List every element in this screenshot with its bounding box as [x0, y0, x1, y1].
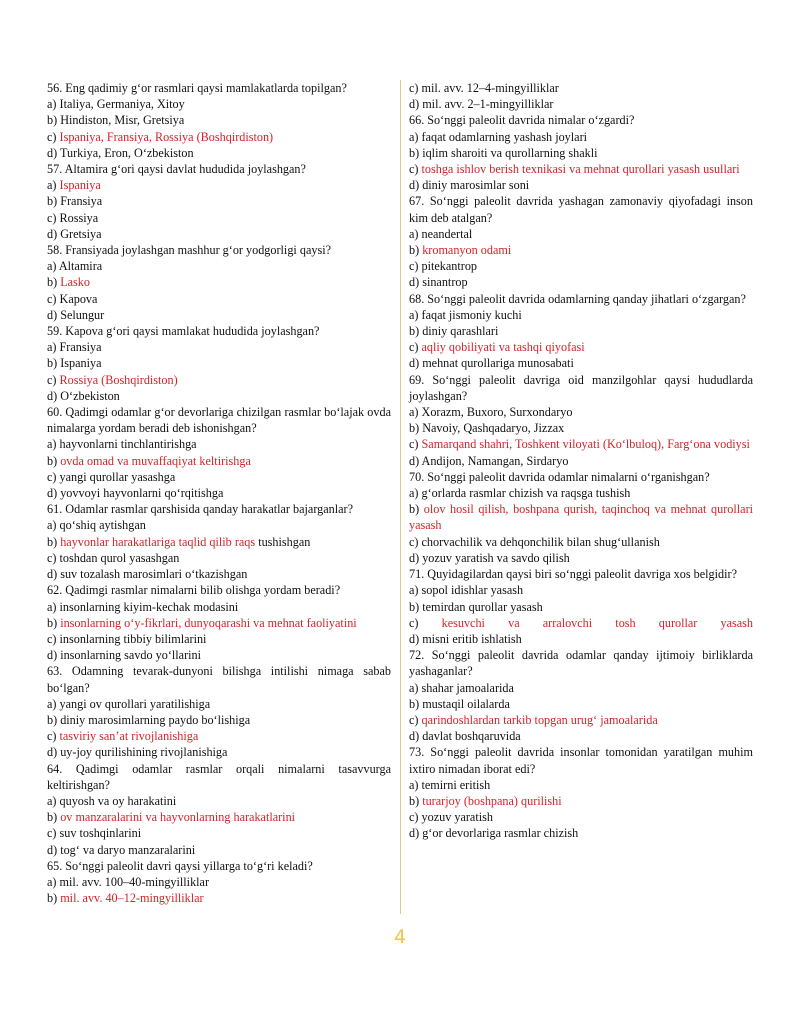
option-text-suffix: tushishgan: [255, 534, 311, 549]
option-text: suv tozalash marosimlari o‘tkazishgan: [60, 567, 248, 582]
question-text: 65. So‘nggi paleolit davri qaysi yillarga to‘g‘ri keladi?: [47, 858, 313, 873]
question-text: 67. So‘nggi paleolit davrida yashagan zamonaviy qiyofadagi inson kim deb atalgan?: [409, 194, 753, 225]
answer-option: [409, 323, 753, 339]
option-letter: c): [409, 615, 442, 630]
left-column: [47, 80, 391, 906]
option-text: diniy marosimlar soni: [422, 178, 530, 193]
option-text: shahar jamoalarida: [421, 680, 514, 695]
answer-option: [47, 388, 391, 404]
option-letter: b): [409, 502, 424, 517]
answer-option: [47, 96, 391, 112]
option-letter: c): [47, 291, 60, 306]
answer-option: [409, 177, 753, 193]
question-block: [47, 582, 391, 663]
question-block: [47, 242, 391, 323]
option-text: qarindoshlardan tarkib topgan urug‘ jamoalarida: [421, 712, 658, 727]
option-letter: b): [409, 324, 423, 339]
question-text: 59. Kapova g‘ori qaysi mamlakat hududida joylashgan?: [47, 324, 320, 339]
option-letter: a): [47, 259, 59, 274]
option-letter: b): [47, 810, 61, 825]
option-letter: c): [47, 372, 60, 387]
option-text: Altamira: [58, 259, 103, 274]
answer-option-correct: [47, 372, 391, 388]
answer-option: [47, 307, 391, 323]
answer-option: [409, 696, 753, 712]
question-block: [409, 291, 753, 372]
option-text: Selungur: [60, 307, 105, 322]
answer-option-correct: [409, 436, 753, 452]
answer-option: [409, 274, 753, 290]
option-letter: b): [409, 793, 423, 808]
option-text: tasviriy san’at rivojlanishiga: [59, 729, 199, 744]
answer-option: [409, 420, 753, 436]
answer-option-correct: [47, 129, 391, 145]
answer-option: [409, 825, 753, 841]
answer-option-correct: [47, 177, 391, 193]
option-text: mil. avv. 100–40-mingyilliklar: [59, 874, 210, 889]
answer-option: [47, 647, 391, 663]
option-text: insonlarning savdo yo‘llarini: [60, 648, 202, 663]
answer-option-correct: [409, 501, 753, 533]
option-letter: d): [47, 648, 61, 663]
option-text: iqlim sharoiti va qurollarning shakli: [422, 145, 598, 160]
answer-option: [409, 145, 753, 161]
question-block: [409, 193, 753, 290]
option-text: Navoiy, Qashqadaryo, Jizzax: [422, 421, 565, 436]
option-letter: c): [409, 81, 422, 95]
option-text: mil. avv. 2–1-mingyilliklar: [422, 97, 554, 112]
option-text: aqliy qobiliyati va tashqi qiyofasi: [421, 340, 585, 355]
answer-option: [409, 226, 753, 242]
option-letter: b): [47, 275, 61, 290]
option-letter: a): [409, 583, 422, 598]
answer-option: [47, 793, 391, 809]
option-letter: d): [409, 97, 423, 112]
option-letter: c): [47, 129, 60, 144]
option-letter: b): [409, 421, 423, 436]
option-letter: c): [47, 826, 60, 841]
answer-option: [409, 258, 753, 274]
option-letter: d): [47, 226, 61, 241]
question-text: 66. So‘nggi paleolit davrida nimalar o‘zgardi?: [409, 113, 635, 128]
option-text: O‘zbekiston: [60, 388, 120, 403]
option-letter: d): [47, 745, 61, 760]
question-block: [409, 112, 753, 193]
question-text: 73. So‘nggi paleolit davrida insonlar tomonidan yaratilgan muhim ixtiro nimadan iborat edi?: [409, 745, 753, 776]
answer-option: [47, 469, 391, 485]
answer-option: [409, 534, 753, 550]
option-text: yozuv yaratish va savdo qilish: [422, 550, 570, 565]
question-text: 72. So‘nggi paleolit davrida odamlar qanday ijtimoiy birliklarda yashaganlar?: [409, 648, 753, 679]
option-text: ovda omad va muvaffaqiyat keltirishga: [60, 453, 251, 468]
answer-option: [47, 599, 391, 615]
option-letter: a): [409, 226, 422, 241]
answer-option-correct: [409, 161, 753, 177]
option-text: uy-joy qurilishining rivojlanishiga: [60, 745, 228, 760]
option-letter: c): [47, 729, 60, 744]
option-letter: d): [409, 178, 423, 193]
option-text: kesuvchi va arralovchi tosh qurollar yasash: [441, 615, 753, 630]
option-letter: c): [47, 631, 60, 646]
option-text: sopol idishlar yasash: [421, 583, 524, 598]
answer-option: [47, 112, 391, 128]
option-letter: c): [409, 162, 422, 177]
option-letter: a): [409, 680, 422, 695]
question-block: [409, 372, 753, 469]
answer-option: [409, 809, 753, 825]
option-text: Ispaniya: [59, 178, 101, 193]
option-text: Rossiya (Boshqirdiston): [59, 372, 178, 387]
question-text: 71. Quyidagilardan qaysi biri so‘nggi paleolit davriga xos belgidir?: [409, 567, 737, 582]
option-text: toshdan qurol yasashgan: [59, 550, 180, 565]
option-letter: b): [47, 615, 61, 630]
option-text: Turkiya, Eron, O‘zbekiston: [59, 145, 194, 160]
answer-option: [409, 582, 753, 598]
answer-option-correct: [47, 890, 391, 906]
document-page: [47, 80, 753, 910]
option-letter: b): [409, 696, 423, 711]
answer-option: [409, 777, 753, 793]
question-block: [47, 761, 391, 858]
option-text: Ispaniya: [60, 356, 102, 371]
option-letter: a): [47, 696, 60, 711]
page-number: 4: [393, 926, 407, 948]
question-text: 61. Odamlar rasmlar qarshisida qanday harakatlar bajarganlar?: [47, 502, 354, 517]
option-text: Samarqand shahri, Toshkent viloyati (Ko‘lbuloq), Farg‘ona vodiysi: [421, 437, 750, 452]
option-letter: d): [47, 567, 61, 582]
answer-option: [47, 258, 391, 274]
option-letter: a): [47, 437, 60, 452]
option-text: qo‘shiq aytishgan: [59, 518, 146, 533]
answer-option: [47, 291, 391, 307]
option-letter: a): [47, 340, 60, 355]
answer-option: [409, 355, 753, 371]
option-text: neandertal: [421, 226, 473, 241]
option-letter: c): [409, 259, 422, 274]
option-text: temirni eritish: [421, 777, 491, 792]
option-letter: d): [409, 631, 423, 646]
option-text: Ispaniya, Fransiya, Rossiya (Boshqirdiston): [59, 129, 274, 144]
question-text: 70. So‘nggi paleolit davrida odamlar nimalarni o‘rganishgan?: [409, 469, 710, 484]
column-divider: [400, 80, 401, 914]
option-text: yovvoyi hayvonlarni qo‘rqitishga: [60, 486, 224, 501]
answer-option-correct: [409, 339, 753, 355]
option-text: insonlarning kiyim-kechak modasini: [59, 599, 239, 614]
answer-option: [409, 96, 753, 112]
option-letter: c): [47, 469, 60, 484]
option-text: temirdan qurollar yasash: [422, 599, 543, 614]
option-letter: d): [409, 826, 423, 841]
option-letter: b): [47, 453, 61, 468]
option-text: turarjoy (boshpana) qurilishi: [422, 793, 562, 808]
question-text: 63. Odamning tevarak-dunyoni bilishga intilishi nimaga sabab bo‘lgan?: [47, 664, 391, 695]
answer-option: [409, 453, 753, 469]
option-letter: b): [47, 356, 61, 371]
question-block: [409, 566, 753, 647]
answer-option: [47, 631, 391, 647]
question-text: 56. Eng qadimiy g‘or rasmlari qaysi mamlakatlarda topilgan?: [47, 81, 347, 95]
option-letter: d): [47, 307, 61, 322]
option-letter: d): [47, 842, 61, 857]
option-letter: b): [409, 243, 423, 258]
question-block: [47, 161, 391, 242]
option-text: toshga ishlov berish texnikasi va mehnat qurollari yasash usullari: [421, 162, 740, 177]
answer-option: [47, 339, 391, 355]
option-text: chorvachilik va dehqonchilik bilan shug‘ullanish: [421, 534, 660, 549]
answer-option-correct: [409, 242, 753, 258]
option-text: insonlarning tibbiy bilimlarini: [59, 631, 207, 646]
option-text: Rossiya: [59, 210, 99, 225]
option-letter: d): [409, 356, 423, 371]
option-text: faqat odamlarning yashash joylari: [421, 129, 588, 144]
option-letter: a): [47, 178, 60, 193]
answer-option: [47, 712, 391, 728]
answer-option-correct: [47, 809, 391, 825]
option-text: quyosh va oy harakatini: [59, 793, 177, 808]
option-text: sinantrop: [422, 275, 468, 290]
question-block: [409, 744, 753, 841]
option-text: mil. avv. 12–4-mingyilliklar: [421, 81, 559, 95]
question-block: [47, 501, 391, 582]
option-letter: c): [47, 210, 60, 225]
answer-option: [47, 825, 391, 841]
option-text: Andijon, Namangan, Sirdaryo: [421, 453, 569, 468]
option-letter: d): [409, 275, 423, 290]
option-text: olov hosil qilish, boshpana qurish, taqinchoq va mehnat qurollari yasash: [409, 502, 754, 533]
option-letter: d): [47, 388, 61, 403]
option-letter: b): [47, 194, 61, 209]
option-letter: b): [47, 113, 61, 128]
question-text: 69. So‘nggi paleolit davriga oid manzilgohlar qaysi hududlarda joylashgan?: [409, 372, 753, 403]
option-text: Fransiya: [60, 194, 103, 209]
answer-option: [47, 744, 391, 760]
option-text: Xorazm, Buxoro, Surxondaryo: [421, 405, 573, 420]
option-letter: a): [47, 97, 60, 112]
question-text: 68. So‘nggi paleolit davrida odamlarning qanday jihatlari o‘zgargan?: [409, 291, 746, 306]
answer-option-correct: [409, 793, 753, 809]
option-text: mehnat qurollariga munosabati: [422, 356, 574, 371]
answer-option: [47, 696, 391, 712]
option-text: yozuv yaratish: [421, 810, 493, 825]
answer-option: [47, 566, 391, 582]
option-text: g‘or devorlariga rasmlar chizish: [422, 826, 579, 841]
answer-option-correct: [47, 615, 391, 631]
question-block: [409, 80, 753, 112]
question-text: 60. Qadimgi odamlar g‘or devorlariga chizilgan rasmlar bo‘lajak ovda nimalarga yordam beradi deb ishonishgan?: [47, 405, 391, 436]
question-block: [47, 404, 391, 501]
option-letter: a): [47, 874, 60, 889]
option-letter: c): [409, 437, 422, 452]
option-letter: a): [409, 405, 422, 420]
answer-option: [409, 485, 753, 501]
answer-option: [47, 550, 391, 566]
answer-option: [47, 226, 391, 242]
question-text: 62. Qadimgi rasmlar nimalarni bilib olishga yordam beradi?: [47, 583, 341, 598]
option-text: yangi ov qurollari yaratilishiga: [59, 696, 211, 711]
answer-option-correct: [47, 453, 391, 469]
option-text: misni eritib ishlatish: [422, 631, 522, 646]
option-letter: b): [409, 599, 423, 614]
option-text: kromanyon odami: [422, 243, 512, 258]
question-block: [47, 663, 391, 760]
option-text: hayvonlarni tinchlantirishga: [59, 437, 197, 452]
option-letter: b): [47, 534, 61, 549]
answer-option: [409, 404, 753, 420]
option-letter: c): [47, 550, 60, 565]
answer-option: [409, 680, 753, 696]
option-text: g‘orlarda rasmlar chizish va raqsga tushish: [421, 486, 631, 501]
answer-option: [409, 129, 753, 145]
answer-option-correct: [47, 728, 391, 744]
answer-option: [47, 210, 391, 226]
option-text: ov manzaralarini va hayvonlarning harakatlarini: [60, 810, 296, 825]
option-letter: a): [409, 129, 422, 144]
answer-option-correct: [47, 274, 391, 290]
answer-option: [409, 550, 753, 566]
option-text: suv toshqinlarini: [59, 826, 142, 841]
option-letter: d): [47, 486, 61, 501]
option-letter: a): [47, 518, 60, 533]
option-text: yangi qurollar yasashga: [59, 469, 176, 484]
answer-option: [47, 436, 391, 452]
option-text: Fransiya: [59, 340, 102, 355]
answer-option: [47, 145, 391, 161]
answer-option: [409, 599, 753, 615]
answer-option-correct: [409, 615, 753, 631]
answer-option: [47, 517, 391, 533]
answer-option-correct: [409, 712, 753, 728]
question-text: 64. Qadimgi odamlar rasmlar orqali nimalarni tasavvurga keltirishgan?: [47, 761, 391, 792]
option-letter: b): [47, 891, 61, 906]
answer-option: [47, 485, 391, 501]
answer-option: [409, 631, 753, 647]
option-text: Gretsiya: [60, 226, 102, 241]
option-letter: b): [47, 712, 61, 727]
answer-option: [409, 307, 753, 323]
answer-option: [409, 728, 753, 744]
answer-option: [47, 842, 391, 858]
answer-option: [47, 874, 391, 890]
answer-option: [409, 80, 753, 96]
option-text: Hindiston, Misr, Gretsiya: [60, 113, 185, 128]
option-text: Italiya, Germaniya, Xitoy: [59, 97, 185, 112]
option-letter: a): [47, 599, 60, 614]
question-block: [47, 323, 391, 404]
option-text: davlat boshqaruvida: [422, 729, 521, 744]
option-letter: a): [409, 777, 422, 792]
option-letter: a): [409, 307, 422, 322]
option-text: Kapova: [59, 291, 98, 306]
option-text: mil. avv. 40–12-mingyilliklar: [60, 891, 204, 906]
option-letter: d): [409, 453, 422, 468]
option-letter: b): [409, 145, 423, 160]
option-text: mustaqil oilalarda: [422, 696, 510, 711]
question-block: [47, 858, 391, 907]
option-text: pitekantrop: [421, 259, 478, 274]
option-text: insonlarning o‘y-fikrlari, dunyoqarashi va mehnat faoliyatini: [60, 615, 357, 630]
question-block: [409, 647, 753, 744]
option-letter: d): [409, 550, 423, 565]
answer-option-correct: [47, 534, 391, 550]
question-block: [409, 469, 753, 566]
option-letter: a): [409, 486, 422, 501]
question-text: 57. Altamira g‘ori qaysi davlat hududida joylashgan?: [47, 162, 306, 177]
option-letter: d): [409, 729, 423, 744]
option-letter: c): [409, 534, 422, 549]
question-text: 58. Fransiyada joylashgan mashhur g‘or yodgorligi qaysi?: [47, 243, 331, 258]
option-letter: d): [47, 145, 60, 160]
answer-option: [47, 355, 391, 371]
right-column: [409, 80, 753, 842]
option-text: hayvonlar harakatlariga taqlid qilib raqs: [60, 534, 256, 549]
option-text: diniy marosimlarning paydo bo‘lishiga: [60, 712, 251, 727]
option-text: Lasko: [60, 275, 90, 290]
option-text: faqat jismoniy kuchi: [421, 307, 522, 322]
option-text: diniy qarashlari: [422, 324, 499, 339]
option-letter: a): [47, 793, 60, 808]
question-block: [47, 80, 391, 161]
option-letter: c): [409, 340, 422, 355]
answer-option: [47, 193, 391, 209]
option-letter: c): [409, 712, 422, 727]
option-text: tog‘ va daryo manzaralarini: [60, 842, 196, 857]
option-letter: c): [409, 810, 422, 825]
